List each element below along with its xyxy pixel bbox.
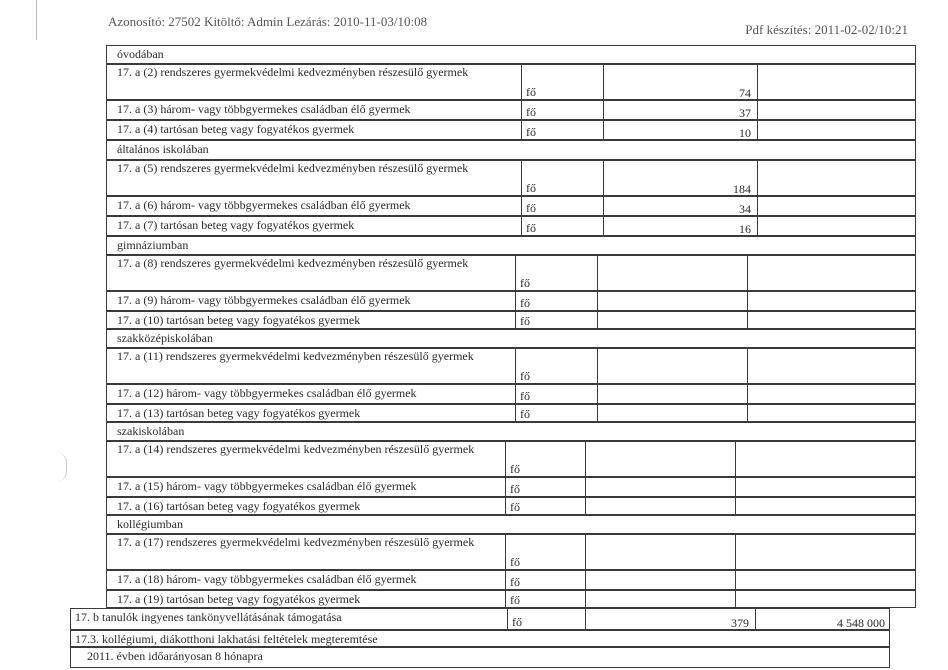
table-row <box>106 497 916 515</box>
table-row <box>106 441 916 477</box>
row-label: óvodában <box>117 47 164 61</box>
section-row <box>106 515 916 534</box>
row-label-cell <box>107 498 505 514</box>
section-row <box>106 236 916 255</box>
row-label: kollégiumban <box>117 517 183 531</box>
row-label: 2011. évben időarányosan 8 hónapra <box>87 649 263 663</box>
section-row <box>106 422 916 441</box>
row-amount-cell <box>757 121 917 139</box>
row-unit-cell <box>515 292 597 310</box>
row-amount-cell <box>735 591 917 607</box>
row-unit-cell <box>515 349 597 383</box>
row-value-cell <box>585 591 735 607</box>
table-row <box>106 384 916 404</box>
row-label: 17. a (10) tartósan beteg vagy fogyatékos gyermek <box>117 313 361 327</box>
row-amount-cell <box>747 349 917 383</box>
row-label-cell <box>107 478 505 496</box>
row-unit-cell <box>505 478 585 496</box>
row-unit-cell <box>515 256 597 290</box>
row-label-cell <box>107 591 505 607</box>
row-unit-cell <box>505 591 585 607</box>
row-value: 184 <box>733 182 751 196</box>
row-label-cell <box>107 161 521 195</box>
row-unit-cell <box>521 101 603 119</box>
row-amount-cell <box>747 312 917 328</box>
row-value-cell <box>585 535 735 569</box>
row-unit: fő <box>512 615 522 629</box>
row-label: 17.3. kollégiumi, diákotthoni lakhatási feltételek megteremtése <box>75 632 378 646</box>
header-pdf-date: Pdf készítés: 2011-02-02/10:21 <box>745 22 908 37</box>
table-row <box>106 291 916 311</box>
row-amount-cell <box>747 385 917 403</box>
row-unit-cell <box>515 405 597 421</box>
row-amount-cell <box>755 609 891 629</box>
table-row <box>106 100 916 120</box>
row-unit: fő <box>510 500 520 514</box>
row-label: 17. a (4) tartósan beteg vagy fogyatékos gyermek <box>117 122 355 136</box>
row-label-cell <box>107 442 505 476</box>
row-amount-cell <box>735 571 917 589</box>
row-label: 17. a (2) rendszeres gyermekvédelmi kedvezményben részesülő gyermek <box>117 65 469 79</box>
row-amount-cell <box>735 442 917 476</box>
row-value: 74 <box>739 86 751 100</box>
row-unit-cell <box>515 385 597 403</box>
row-unit-cell <box>521 121 603 139</box>
row-unit-cell <box>521 197 603 215</box>
row-unit: fő <box>526 201 536 215</box>
row-label: 17. a (11) rendszeres gyermekvédelmi kedvezményben részesülő gyermek <box>117 349 474 363</box>
row-unit: fő <box>520 314 530 328</box>
row-amount: 4 548 000 <box>837 616 885 630</box>
row-value-cell <box>603 65 757 99</box>
row-unit-cell <box>521 161 603 195</box>
row-label-cell <box>107 385 515 403</box>
row-value-cell <box>603 121 757 139</box>
row-label-cell <box>107 197 521 215</box>
row-value: 16 <box>739 222 751 236</box>
table-row <box>106 196 916 216</box>
row-value: 10 <box>739 126 751 140</box>
row-label: általános iskolában <box>117 142 209 156</box>
row-value-cell <box>585 498 735 514</box>
row-label-cell <box>107 101 521 119</box>
table-row <box>106 534 916 570</box>
table-row <box>106 64 916 100</box>
row-value: 34 <box>739 202 751 216</box>
row-unit: fő <box>520 389 530 403</box>
row-label-cell <box>107 217 521 235</box>
row-unit: fő <box>510 462 520 476</box>
row-unit-cell <box>505 498 585 514</box>
row-unit: fő <box>520 407 530 421</box>
row-label: 17. a (3) három- vagy többgyermekes családban élő gyermek <box>117 102 411 116</box>
row-amount-cell <box>757 217 917 235</box>
row-label: 17. a (18) három- vagy többgyermekes családban élő gyermek <box>117 572 417 586</box>
row-amount-cell <box>735 535 917 569</box>
row-value-cell <box>597 292 747 310</box>
table-row <box>106 348 916 384</box>
row-amount-cell <box>735 498 917 514</box>
row-unit-cell <box>505 535 585 569</box>
row-label: 17. a (14) rendszeres gyermekvédelmi kedvezményben részesülő gyermek <box>117 442 475 456</box>
table-row <box>106 255 916 291</box>
table-row <box>106 570 916 590</box>
row-unit-cell <box>515 312 597 328</box>
row-label-cell <box>107 349 515 383</box>
row-label: 17. a (16) tartósan beteg vagy fogyatékos gyermek <box>117 499 361 513</box>
row-value-cell <box>597 312 747 328</box>
row-label: 17. a (12) három- vagy többgyermekes családban élő gyermek <box>117 386 417 400</box>
total-row <box>70 608 890 630</box>
row-unit: fő <box>526 85 536 99</box>
row-value-cell <box>585 478 735 496</box>
row-label: gimnáziumban <box>117 238 189 252</box>
subheading-row <box>70 647 890 668</box>
row-label-cell <box>107 535 505 569</box>
row-unit: fő <box>520 276 530 290</box>
row-label-cell <box>107 65 521 99</box>
row-amount-cell <box>735 478 917 496</box>
row-value-cell <box>597 405 747 421</box>
table-row <box>106 120 916 140</box>
row-value-cell <box>603 101 757 119</box>
row-label-cell <box>107 292 515 310</box>
row-label: 17. a (19) tartósan beteg vagy fogyatékos gyermek <box>117 592 361 606</box>
row-value-cell <box>603 197 757 215</box>
row-unit-cell <box>521 65 603 99</box>
row-value-cell <box>603 161 757 195</box>
row-label: 17. a (13) tartósan beteg vagy fogyatékos gyermek <box>117 406 361 420</box>
row-unit: fő <box>510 593 520 607</box>
section-row <box>106 45 916 64</box>
table-row <box>106 590 916 608</box>
header-record-info: Azonosító: 27502 Kitöltő: Admin Lezárás: 2010-11-03/10:08 <box>108 14 428 29</box>
row-label: 17. a (17) rendszeres gyermekvédelmi kedvezményben részesülő gyermek <box>117 535 475 549</box>
row-value-cell <box>597 349 747 383</box>
row-label: 17. a (9) három- vagy többgyermekes családban élő gyermek <box>117 293 411 307</box>
row-label-cell <box>107 405 515 421</box>
row-label-cell <box>107 121 521 139</box>
row-label-cell <box>71 609 507 629</box>
row-unit-cell <box>505 442 585 476</box>
row-value: 379 <box>731 616 749 630</box>
row-unit: fő <box>526 125 536 139</box>
row-value-cell <box>603 217 757 235</box>
row-amount-cell <box>747 256 917 290</box>
section-row <box>106 329 916 348</box>
row-unit: fő <box>510 482 520 496</box>
row-label: szakiskolában <box>117 424 185 438</box>
row-unit: fő <box>526 221 536 235</box>
table-row <box>106 311 916 329</box>
table-row <box>106 216 916 236</box>
row-label: szakközépiskolában <box>117 331 213 345</box>
row-amount-cell <box>747 292 917 310</box>
row-amount-cell <box>747 405 917 421</box>
row-value-cell <box>585 571 735 589</box>
row-unit-cell <box>507 609 585 629</box>
row-label: 17. a (7) tartósan beteg vagy fogyatékos gyermek <box>117 218 355 232</box>
table-row <box>106 404 916 422</box>
row-label: 17. a (15) három- vagy többgyermekes családban élő gyermek <box>117 479 417 493</box>
row-label: 17. a (5) rendszeres gyermekvédelmi kedvezményben részesülő gyermek <box>117 161 469 175</box>
row-unit-cell <box>505 571 585 589</box>
row-unit: fő <box>510 575 520 589</box>
row-unit: fő <box>526 181 536 195</box>
row-value-cell <box>597 256 747 290</box>
table-row <box>106 160 916 196</box>
row-unit: fő <box>520 369 530 383</box>
row-unit-cell <box>521 217 603 235</box>
row-unit: fő <box>526 105 536 119</box>
row-amount-cell <box>757 101 917 119</box>
table-row <box>106 477 916 497</box>
row-value-cell <box>585 442 735 476</box>
row-label-cell <box>107 256 515 290</box>
row-unit: fő <box>520 296 530 310</box>
heading-row <box>70 630 890 647</box>
row-label: 17. a (6) három- vagy többgyermekes családban élő gyermek <box>117 198 411 212</box>
row-amount-cell <box>757 161 917 195</box>
row-label-cell <box>107 312 515 328</box>
section-row <box>106 140 916 160</box>
row-value-cell <box>585 609 755 629</box>
row-value: 37 <box>739 106 751 120</box>
row-unit: fő <box>510 555 520 569</box>
row-amount-cell <box>757 197 917 215</box>
row-label: 17. a (8) rendszeres gyermekvédelmi kedvezményben részesülő gyermek <box>117 256 469 270</box>
row-label: 17. b tanulók ingyenes tankönyvellátásának támogatása <box>75 610 342 624</box>
row-label-cell <box>107 571 505 589</box>
row-value-cell <box>597 385 747 403</box>
row-amount-cell <box>757 65 917 99</box>
